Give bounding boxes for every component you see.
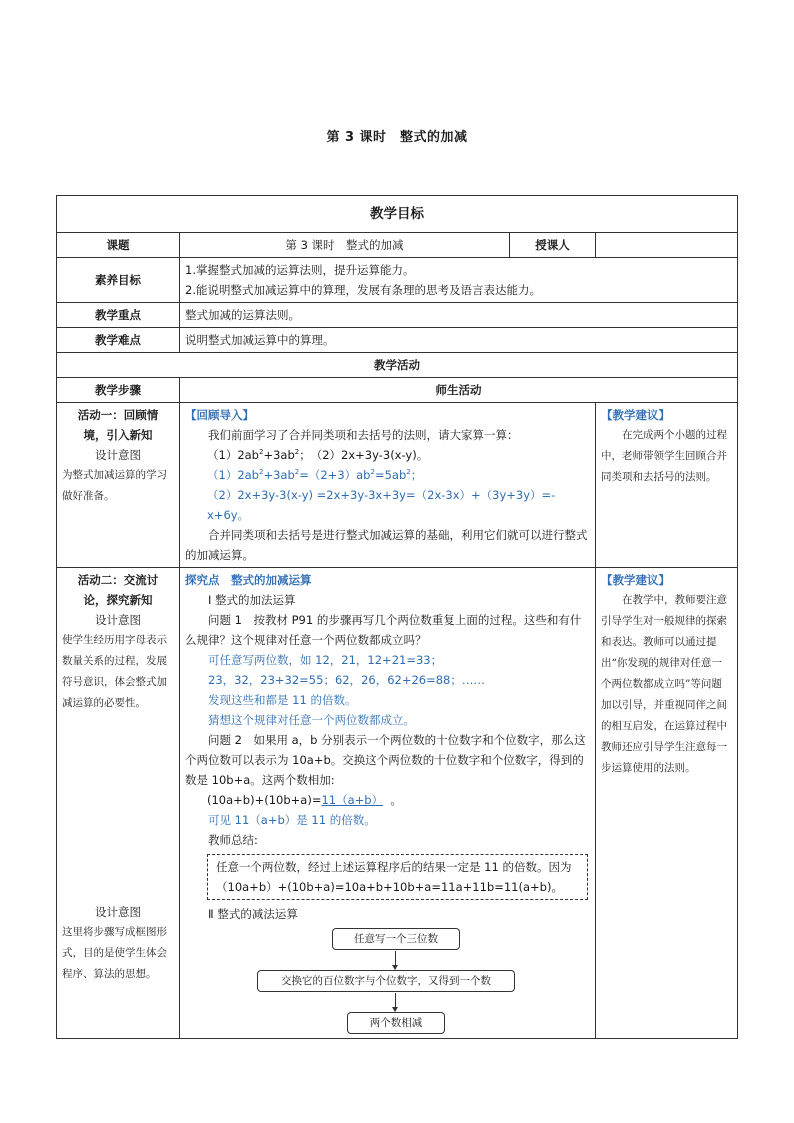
- activity2-suggestion-cell: [596, 568, 738, 1039]
- literacy-goal-2: 2.能说明整式加减运算中的算理，发展有条理的思考及语言表达能力。: [185, 283, 541, 297]
- flow-step-2: 交换它的百位数字与个位数字，又得到一个数: [257, 970, 515, 992]
- activity1-design-text: 为整式加减运算的学习做好准备。: [62, 469, 167, 502]
- activity1-row: [57, 403, 738, 568]
- flow-step-3: 两个数相减: [347, 1012, 445, 1034]
- activity2-design-text: 使学生经历用字母表示数量关系的过程，发展符号意识，体会整式加减运算的必要性。: [62, 634, 167, 709]
- difficulty-label: 教学难点: [57, 328, 180, 353]
- activity2-design-label: 设计意图: [95, 613, 141, 627]
- activity2-design-text-2: 这里将步骤写成框图形式，目的是使学生体会程序、算法的思想。: [62, 926, 167, 980]
- problem-1: 问题 1 按教材 P91 的步骤再写几个两位数重复上面的过程。这些和有什么规律？这个规律对任意一个两位数都成立吗？: [185, 613, 582, 647]
- activities-section-title: 教学活动: [57, 353, 738, 378]
- steps-header: 教学步骤: [57, 378, 180, 403]
- flow-arrow-1: [395, 951, 396, 969]
- flowchart: [185, 924, 590, 1036]
- answer-1d: 猜想这个规律对任意一个两位数都成立。: [208, 713, 415, 727]
- activity1-intro: 我们前面学习了合并同类项和去括号的法则，请大家算一算：: [208, 428, 519, 442]
- addition-subtitle: Ⅰ 整式的加法运算: [208, 593, 296, 607]
- answer-1b: 23，32，23+32=55；62，26，62+26=88；……: [208, 673, 485, 687]
- activity1-suggestion: 在完成两个小题的过程中，老师带领学生回顾合并同类项和去括号的法则。: [601, 429, 727, 483]
- activity2-name-line1: 活动二：交流讨: [77, 573, 159, 587]
- teacher-label: 授课人: [510, 233, 596, 258]
- teacher-student-header: 师生活动: [180, 378, 738, 403]
- activity1-design-label: 设计意图: [95, 448, 141, 462]
- conclusion: 可见 11（a+b）是 11 的倍数。: [208, 813, 376, 827]
- activity1-suggestion-cell: [596, 403, 738, 568]
- activity1-step-cell: [57, 403, 180, 568]
- goals-section-title: 教学目标: [57, 196, 738, 233]
- topic-row: [57, 233, 738, 258]
- flow-step-1: 任意写一个三位数: [332, 928, 460, 950]
- literacy-row: [57, 258, 738, 303]
- explore-tag: 探究点 整式的加减运算: [185, 573, 312, 587]
- activity2-step-cell: [57, 568, 180, 1039]
- lesson-plan-table: [56, 195, 738, 1039]
- subtraction-subtitle: Ⅱ 整式的减法运算: [208, 907, 298, 921]
- activity1-content: [180, 403, 596, 568]
- page-title: 第 3 课时 整式的加减: [326, 130, 468, 145]
- activity1-name-line1: 活动一：回顾情: [77, 408, 159, 422]
- activity2-row: [57, 568, 738, 1039]
- activity1-answer-1: $(1)2ab^2+3ab^2=(2+3)ab^2=5ab^2$；: [207, 468, 423, 482]
- activity1-question: $(1)2ab^2+3ab^2$； （2）2x+3y-3(x-y)。: [207, 448, 429, 462]
- problem-2: 问题 2 如果用 a，b 分别表示一个两位数的十位数字和个位数字，那么这个两位数可以表示为 10a+b。交换这个两位数的十位数字和个位数字，得到的数是 10b+a。这两个数相加:: [185, 733, 586, 787]
- topic-value: 第 3 课时 整式的加减: [180, 233, 510, 258]
- key-point-label: 教学重点: [57, 303, 180, 328]
- literacy-goals: [180, 258, 738, 303]
- activity1-tag: 【回顾导入】: [185, 408, 254, 422]
- flow-arrow-2: [395, 993, 396, 1011]
- activity2-suggestion-tag: 【教学建议】: [601, 573, 670, 587]
- activity1-answer-2: （2）2x+3y-3(x-y) =2x+3y-3x+3y=（2x-3x）+（3y+3y）=-x+6y。: [207, 488, 556, 522]
- activity2-design-label-2: 设计意图: [95, 905, 141, 919]
- teacher-value: [596, 233, 738, 258]
- activity2-content: [180, 568, 596, 1039]
- activity1-summary: 合并同类项和去括号是进行整式加减运算的基础，利用它们就可以进行整式的加减运算。: [185, 528, 588, 562]
- activity2-suggestion: 在教学中，教师要注意引导学生对一般规律的探索和表达。教师可以通过提出“你发现的规律对任意一个两位数都成立吗”等问题加以引导，并重视同伴之间的相互启发，在运算过程中教师还应引导学生注意每一步运算使用的法则。: [601, 594, 727, 774]
- difficulty-value: 说明整式加减运算中的算理。: [180, 328, 738, 353]
- literacy-goal-1: 1.掌握整式加减的运算法则，提升运算能力。: [185, 263, 415, 277]
- key-point-row: [57, 303, 738, 328]
- activity1-suggestion-tag: 【教学建议】: [601, 408, 670, 422]
- goals-title-row: [57, 196, 738, 233]
- literacy-label: 素养目标: [57, 258, 180, 303]
- key-point-value: 整式加减的运算法则。: [180, 303, 738, 328]
- answer-1c: 发现这些和都是 11 的倍数。: [208, 693, 357, 707]
- activities-title-row: [57, 353, 738, 378]
- activity1-name-line2: 境，引入新知: [83, 428, 153, 442]
- answer-1a: 可任意写两位数，如 12，21，12+21=33；: [208, 653, 443, 667]
- summary-box: 任意一个两位数，经过上述运算程序后的结果一定是 11 的倍数。因为（10a+b）+(10b+a)=10a+b+10b+a=11a+11b=11(a+b)。: [207, 854, 588, 900]
- difficulty-row: [57, 328, 738, 353]
- topic-label: 课题: [57, 233, 180, 258]
- teacher-summary-label: 教师总结:: [208, 833, 258, 847]
- activities-header-row: [57, 378, 738, 403]
- sum-result: 11（a+b）: [321, 793, 384, 807]
- activity2-name-line2: 论，探究新知: [83, 593, 153, 607]
- sum-expression: (10a+b)+(10b+a)=11（a+b） 。: [207, 793, 402, 807]
